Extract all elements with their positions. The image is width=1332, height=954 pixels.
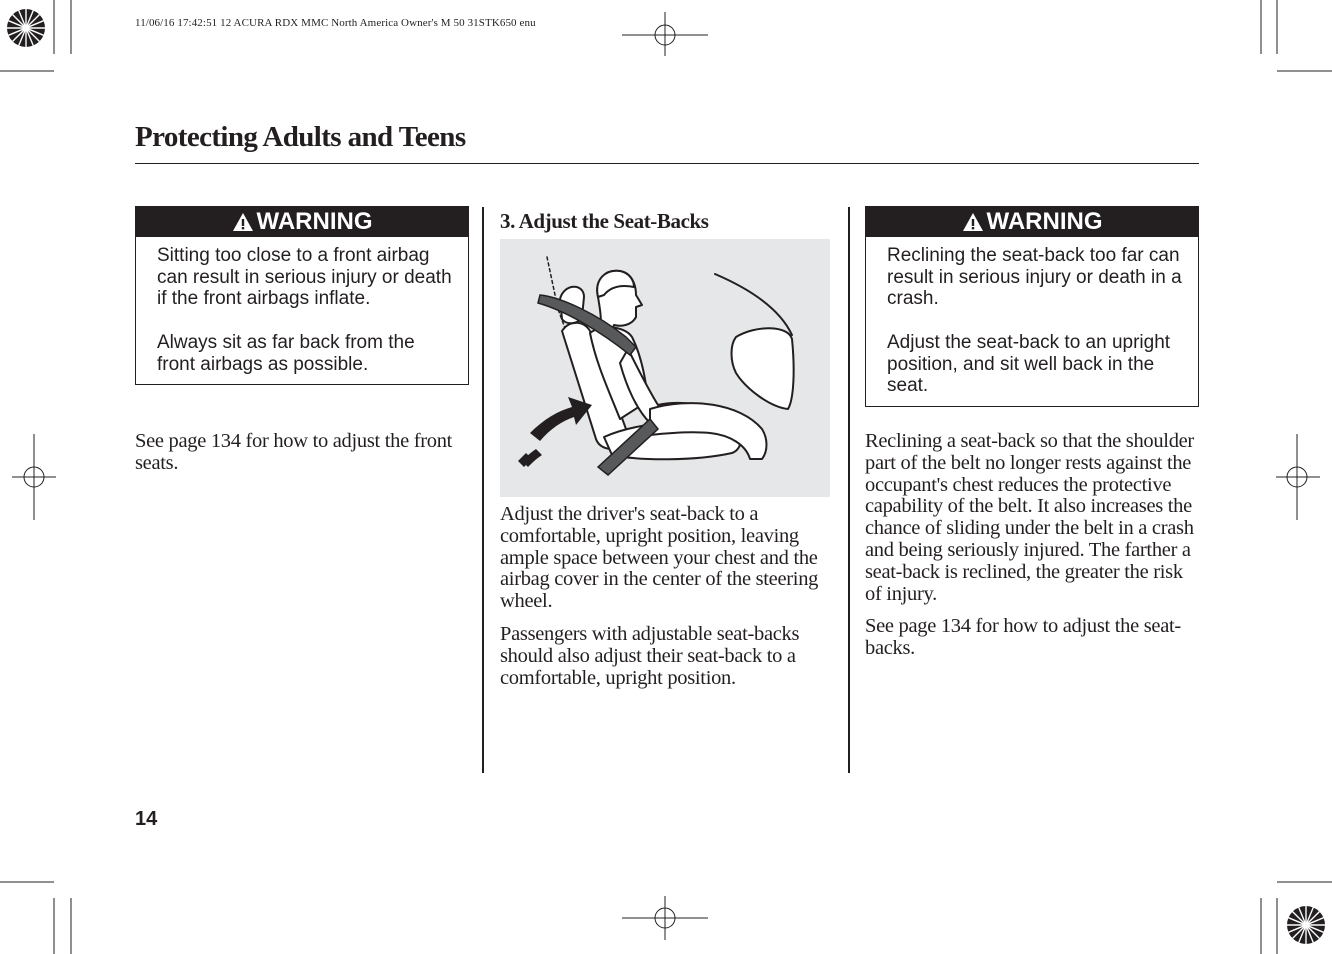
page-number: 14 [135, 808, 158, 830]
warning-triangle-icon [962, 212, 984, 232]
registration-target-icon [7, 9, 45, 47]
right-column-text [865, 431, 1195, 660]
warning-label: WARNING [986, 208, 1103, 235]
warning-text: Adjust the seat-back to an upright position, and sit well back in the seat. [887, 331, 1171, 397]
seat-back-adjustment-icon [500, 239, 830, 497]
left-column-text [135, 431, 465, 475]
print-info: 11/06/16 17:42:51 12 ACURA RDX MMC North America Owner's M 50 31STK650 enu [135, 17, 536, 29]
title-rule [135, 163, 1199, 164]
section-heading: 3. Adjust the Seat-Backs [500, 209, 709, 233]
column-divider [848, 207, 850, 773]
page-title: Protecting Adults and Teens [135, 121, 466, 153]
warning-text: Always sit as far back from the front airbags as possible. [157, 331, 415, 375]
middle-column-text [500, 504, 834, 689]
warning-box-left [135, 206, 469, 385]
column-divider [482, 207, 484, 773]
warning-body [136, 237, 468, 384]
warning-box-right [865, 206, 1199, 407]
warning-text: Reclining the seat-back too far can result in serious injury or death in a crash. [887, 245, 1182, 310]
body-paragraph: See page 134 for how to adjust the front seats. [135, 430, 453, 474]
warning-triangle-icon [232, 212, 254, 232]
body-paragraph: Passengers with adjustable seat-backs should also adjust their seat-back to a comfortable, upright position. [500, 622, 800, 689]
warning-body [866, 237, 1198, 406]
body-paragraph: See page 134 for how to adjust the seat-backs. [865, 615, 1181, 660]
warning-text: Sitting too close to a front airbag can result in serious injury or death if the front airbags inflate. [157, 245, 452, 310]
registration-target-icon [1287, 906, 1325, 944]
warning-header [866, 207, 1198, 237]
body-paragraph: Adjust the driver's seat-back to a comfortable, upright position, leaving ample space between your chest and the airbag cover in the center of the steering wheel. [500, 503, 819, 613]
warning-header [136, 207, 468, 237]
seat-back-illustration [500, 239, 830, 497]
warning-label: WARNING [256, 208, 373, 235]
body-paragraph: Reclining a seat-back so that the shoulder part of the belt no longer rests against the occupant's chest reduces the protective capability of the belt. It also increases the chance of sliding under the belt in a crash and being seriously injured. The farther a seat-back is reclined, the greater the risk of injury. [865, 430, 1194, 605]
